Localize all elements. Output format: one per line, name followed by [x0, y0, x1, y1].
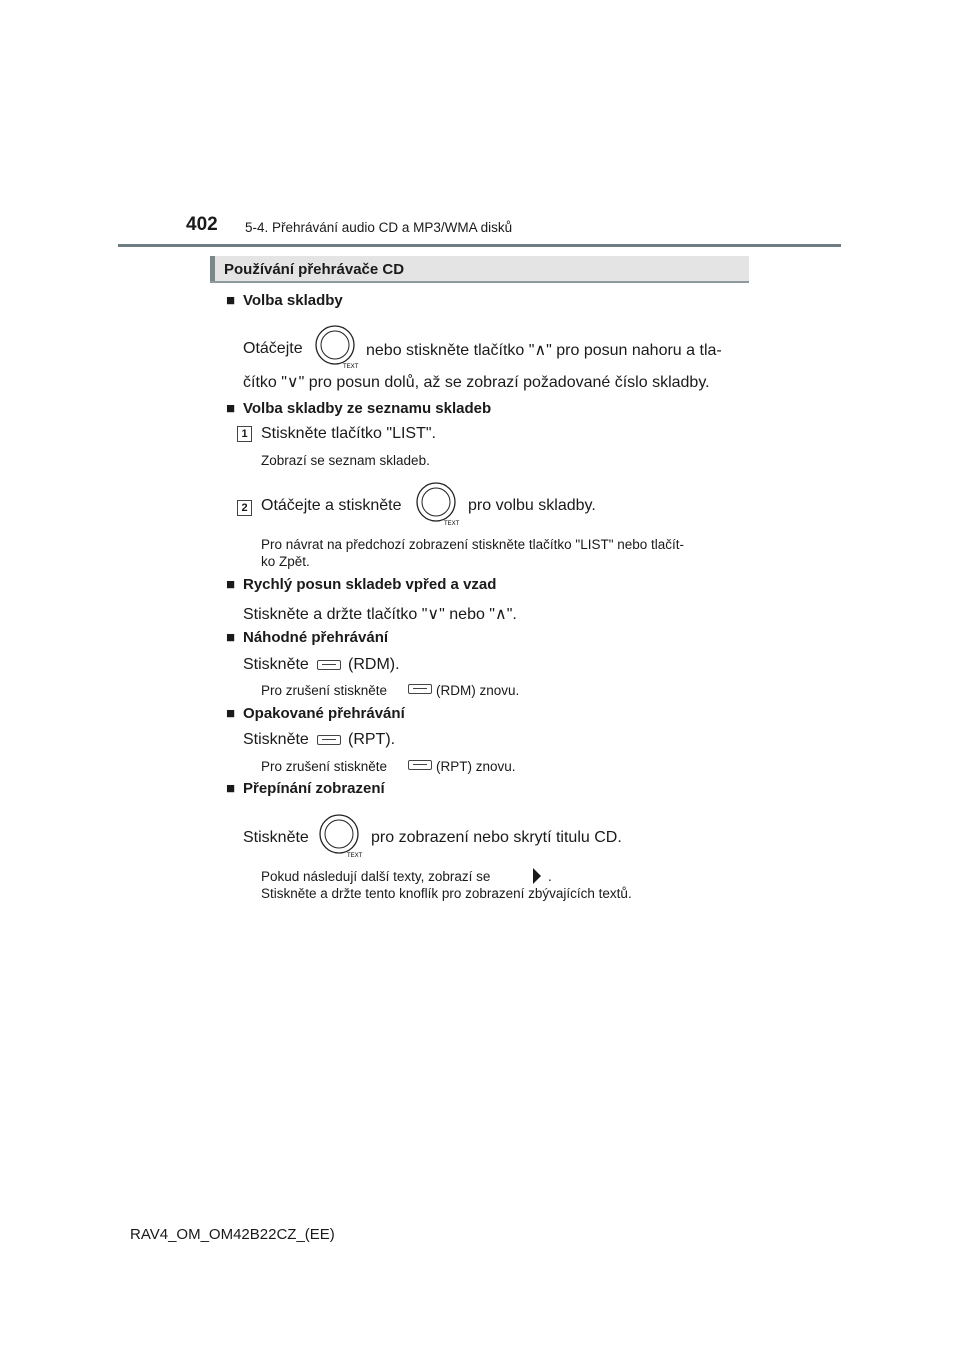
square-bullet-icon: ■ [226, 629, 236, 646]
section-title: Používání přehrávače CD [224, 261, 405, 278]
section-title-bar [210, 256, 749, 283]
rocker-button-icon [317, 660, 341, 670]
square-bullet-icon: ■ [226, 292, 236, 309]
note: Pro zrušení stiskněte [261, 759, 388, 774]
step-text: pro volbu skladby. [468, 497, 596, 514]
text: Stiskněte [243, 829, 309, 846]
text-knob-icon [317, 813, 365, 859]
note: . [548, 869, 552, 884]
text: Otáčejte [243, 340, 303, 357]
page-number: 402 [186, 214, 218, 235]
square-bullet-icon: ■ [226, 576, 236, 593]
text-knob-icon [313, 324, 361, 370]
note: Stiskněte a držte tento knoflík pro zobrazení zbývajících textů. [261, 886, 632, 901]
text: (RPT). [348, 731, 396, 748]
text: čítko "∨" pro posun dolů, až se zobrazí požadované číslo skladby. [243, 374, 710, 391]
step-note: ko Zpět. [261, 554, 310, 569]
text: Stiskněte [243, 656, 309, 673]
svg-text:TEXT: TEXT [347, 853, 363, 859]
note: (RPT) znovu. [436, 759, 516, 774]
step-number: 1 [237, 426, 252, 442]
heading-track-list: Volba skladby ze seznamu skladeb [243, 400, 492, 417]
document-code: RAV4_OM_OM42B22CZ_(EE) [130, 1226, 335, 1243]
rocker-button-icon [408, 684, 432, 694]
header-divider [118, 244, 841, 247]
text: nebo stiskněte tlačítko "∧" pro posun nahoru a tla- [366, 342, 722, 359]
heading-track-select: Volba skladby [243, 292, 343, 309]
heading-fast-seek: Rychlý posun skladeb vpřed a vzad [243, 576, 497, 593]
step-number: 2 [237, 500, 252, 516]
svg-text:TEXT: TEXT [343, 364, 359, 370]
step-text: Otáčejte a stiskněte [261, 497, 402, 514]
step-text: Stiskněte tlačítko "LIST". [261, 425, 436, 442]
note: Pokud následují další texty, zobrazí se [261, 869, 491, 884]
note: Pro zrušení stiskněte [261, 683, 388, 698]
note: (RDM) znovu. [436, 683, 520, 698]
text: pro zobrazení nebo skrytí titulu CD. [371, 829, 622, 846]
square-bullet-icon: ■ [226, 400, 236, 417]
step-note: Zobrazí se seznam skladeb. [261, 453, 430, 468]
heading-random: Náhodné přehrávání [243, 629, 389, 646]
heading-display-toggle: Přepínání zobrazení [243, 780, 385, 797]
svg-text:TEXT: TEXT [444, 521, 460, 527]
rocker-button-icon [408, 760, 432, 770]
square-bullet-icon: ■ [226, 705, 236, 722]
text: Stiskněte [243, 731, 309, 748]
text: (RDM). [348, 656, 400, 673]
text-knob-icon [414, 481, 462, 527]
text: Stiskněte a držte tlačítko "∨" nebo "∧". [243, 606, 517, 623]
square-bullet-icon: ■ [226, 780, 236, 797]
rocker-button-icon [317, 735, 341, 745]
heading-repeat: Opakované přehrávání [243, 705, 405, 722]
right-arrow-icon [531, 866, 543, 886]
step-note: Pro návrat na předchozí zobrazení stiskněte tlačítko "LIST" nebo tlačít- [261, 537, 685, 552]
section-reference: 5-4. Přehrávání audio CD a MP3/WMA disků [245, 220, 513, 235]
